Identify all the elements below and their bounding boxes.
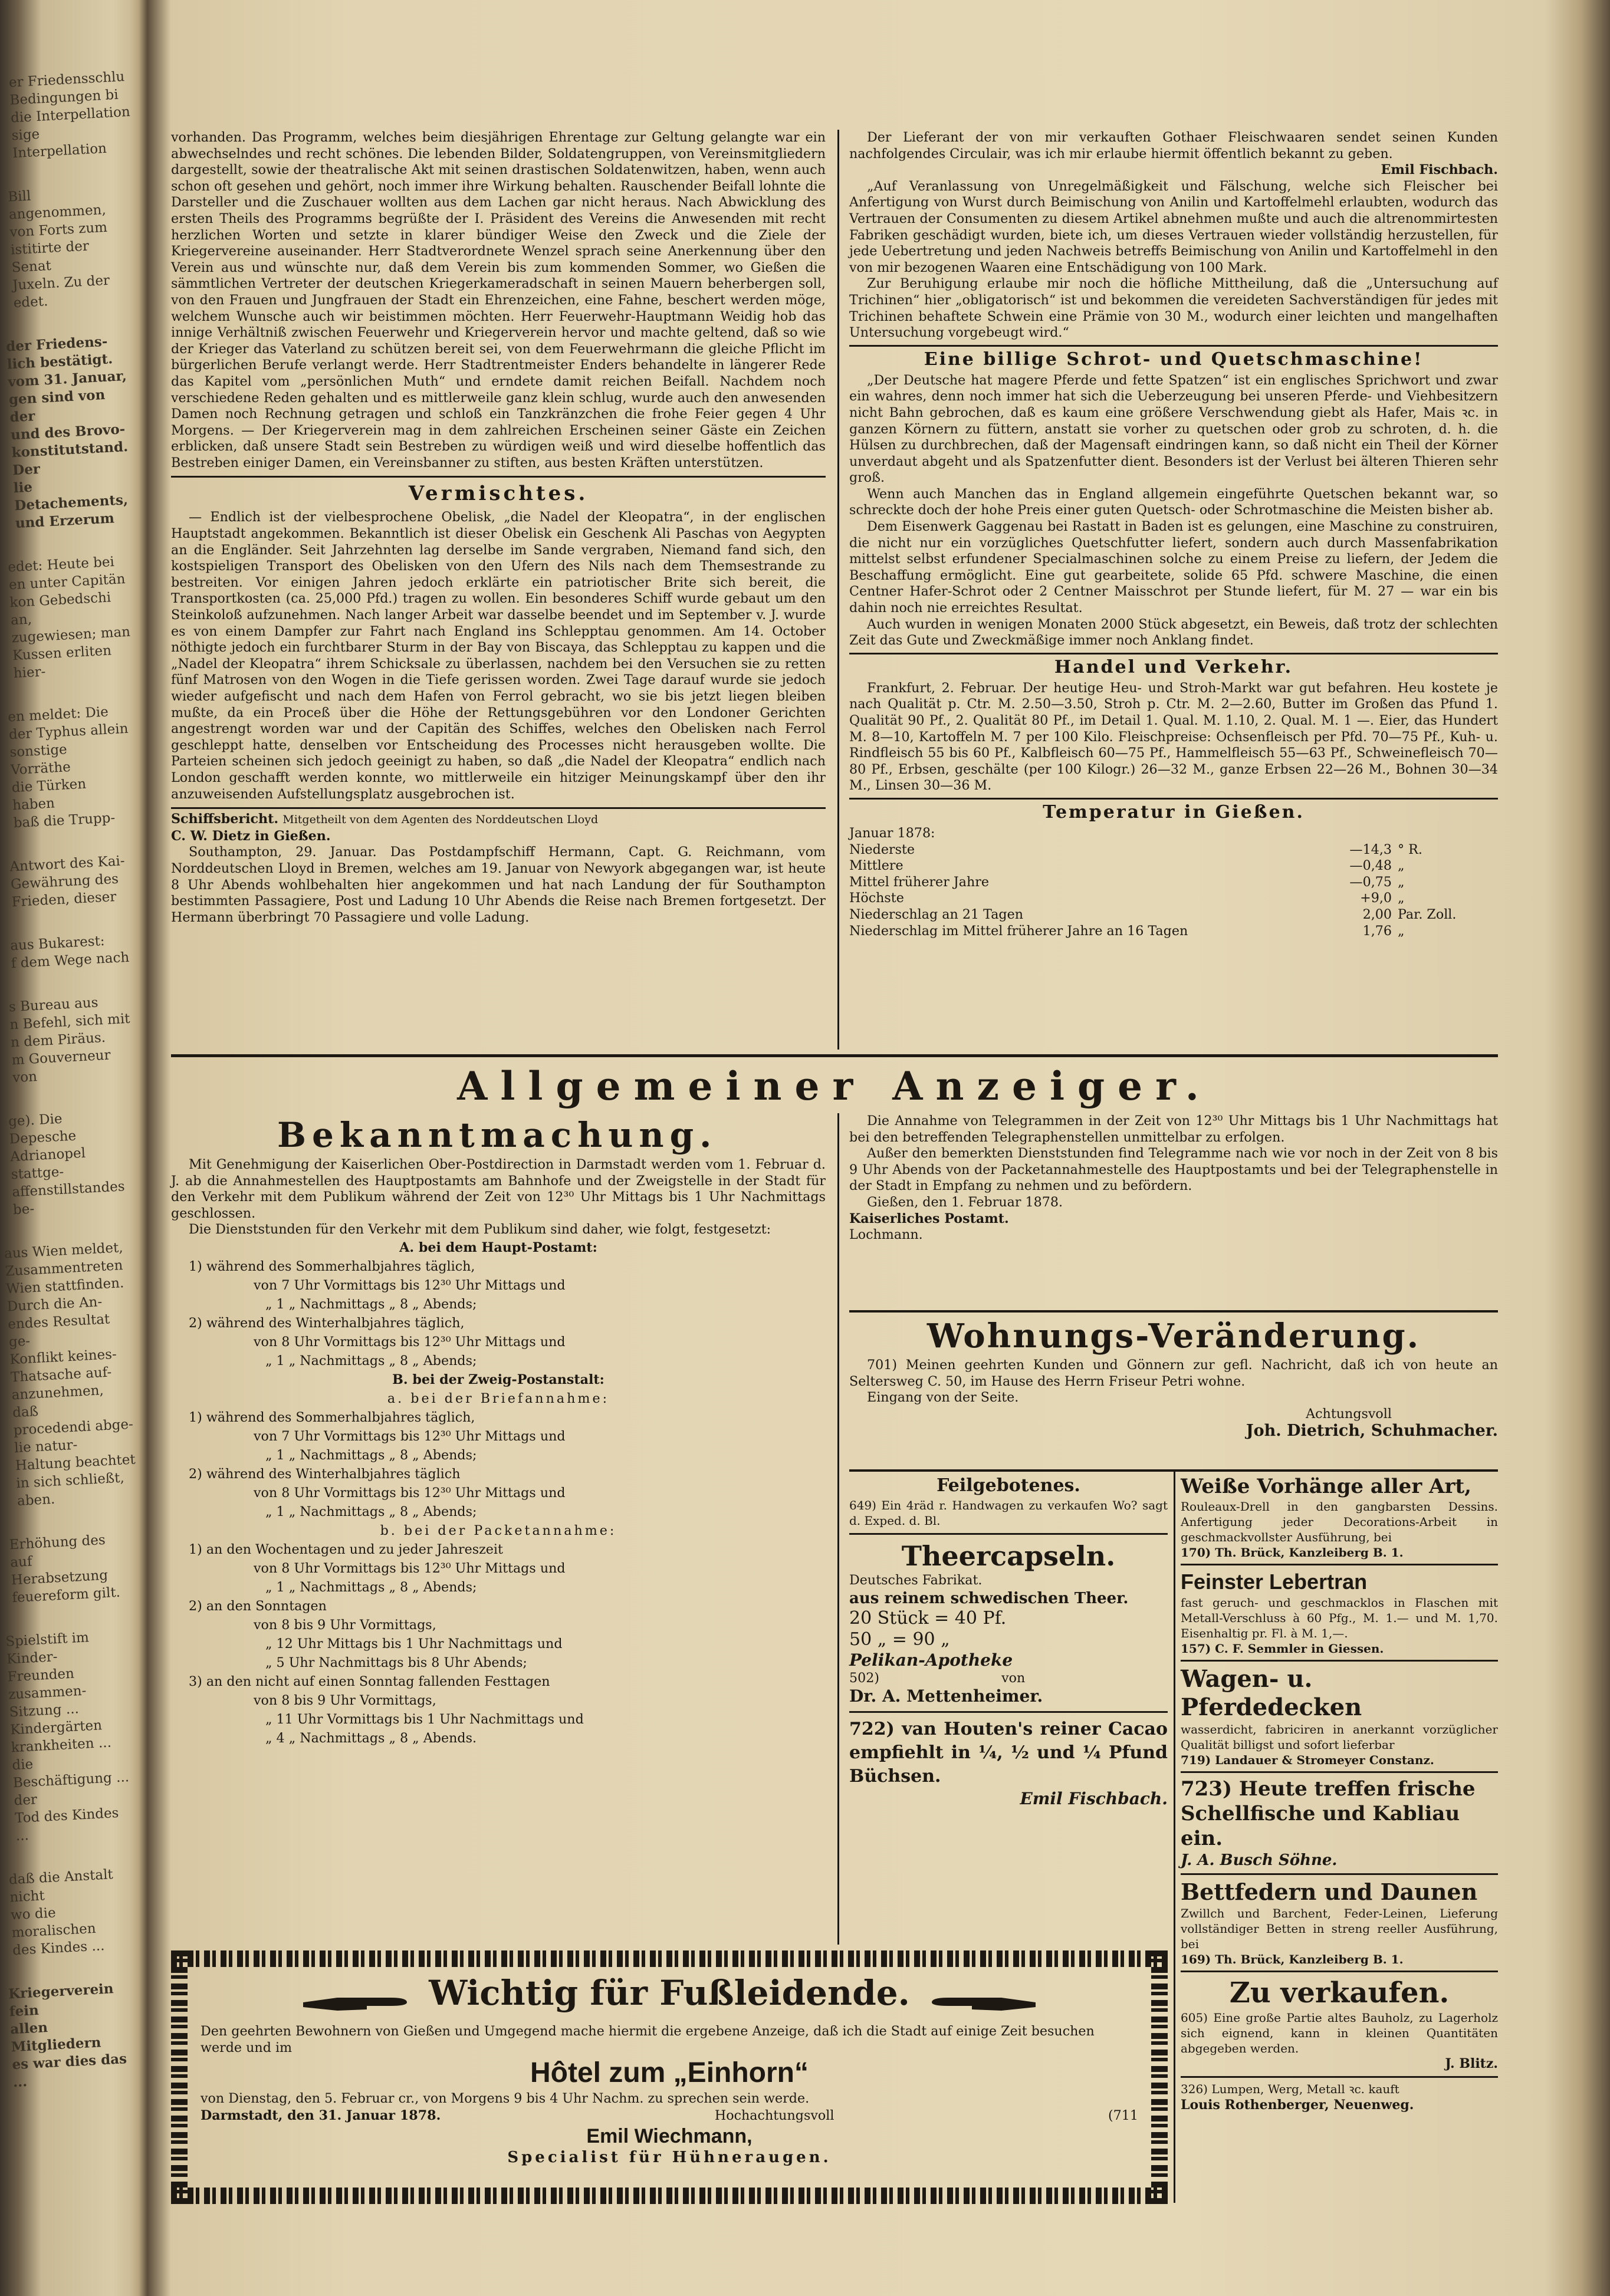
fussleidende-text: Den geehrten Bewohnern von Gießen und Umgegend mache hiermit die ergebene Anzeige, daß ich die Stadt auf einige Zeit besuchen werde und im bbox=[201, 2024, 1095, 2055]
schedule-line: von 8 bis 9 Uhr Vormittags, bbox=[254, 1617, 436, 1633]
fussleidende-ad bbox=[171, 1950, 1168, 2204]
column-divider bbox=[837, 1113, 839, 1945]
table-row bbox=[849, 874, 1498, 891]
temperature-month: Januar 1878: bbox=[849, 825, 935, 841]
fischbach-signature: Emil Fischbach. bbox=[1381, 162, 1498, 178]
wohnung-sign: Joh. Dietrich, Schuhmacher. bbox=[1246, 1422, 1498, 1440]
schedule-line: 2) während des Winterhalbjahres täglich, bbox=[189, 1315, 465, 1331]
margin-fragment: aus Wien meldet, Zusammentreten Wien stattfinden. Durch die An- endes Resultat ge- Konflikt keines- Thatsache auf- anzunehmen, daß procedendi abge- lie natur- Haltung beachtet in sich schließt, aben. bbox=[4, 1240, 136, 1509]
table-row bbox=[849, 907, 1498, 923]
fussleidende-when: von Dienstag, den 5. Februar cr., von Morgens 9 bis 4 Uhr Nachm. zu sprechen sein werde. bbox=[201, 2091, 810, 2106]
section-divider bbox=[1181, 1564, 1498, 1565]
theer-price: 50 „ = 90 „ bbox=[849, 1629, 950, 1650]
pointing-hand-icon bbox=[302, 1991, 408, 2014]
bekanntmachung-intro-2: Die Dienststunden für den Verkehr mit dem Publikum sind daher, wie folgt, festgesetzt: bbox=[189, 1222, 771, 1238]
schiffsbericht-heading: Schiffsbericht. bbox=[171, 811, 279, 827]
section-divider bbox=[1181, 1771, 1498, 1773]
bett-text: Zwillch und Barchent, Feder-Leinen, Lieferung vollständiger Betten in streng reeller Ausführung, bei bbox=[1181, 1906, 1498, 1951]
section-divider bbox=[1181, 1660, 1498, 1662]
article-schrot-1: „Der Deutsche hat magere Pferde und fette Spatzen“ ist ein englisches Sprichwort und zwar ein wahres, denn noch immer hat sich die Ueberzeugung bei unseren Pferde- und Viehbesitzern nicht Bahn gebrochen, daß es kaum eine größere Verschwendung giebt als Hafer, Mais ꝛc. in ganzen Körnern zu füttern, anstatt sie vorher zu quetschen oder grob zu schroten, d. h. die Hülsen zu durchbrechen, daß der Magensaft eindringen kann, so daß nicht ein Theil der Körner unverdaut abgeht und als Spatzenfutter dient. Besonders ist der Verlust bei älteren Thieren sehr groß. bbox=[849, 372, 1498, 486]
telegram-notice-2: Außer den bemerkten Dienststunden find Telegramme nach wie vor noch in der Zeit von 8 bis 9 Uhr Abends von der Packetannahmestelle des Hauptpostamts und bei der Telegraphenstelle in der Stadt in Empfang zu nehmen und zu befördern. bbox=[849, 1146, 1498, 1194]
temp-unit: ° R. bbox=[1398, 841, 1422, 857]
fussleidende-name: Emil Wiechmann, bbox=[586, 2125, 753, 2147]
pointing-hand-icon bbox=[931, 1991, 1037, 2014]
margin-fragment: edet: Heute bei en unter Capitän kon Gebedschi an, zugewiesen; man Kussen erliten hier- bbox=[7, 554, 131, 682]
section-divider bbox=[849, 1711, 1168, 1713]
temp-value: +9,0 bbox=[1360, 890, 1392, 906]
lump-text: 326) Lumpen, Werg, Metall ꝛc. kauft bbox=[1181, 2081, 1399, 2096]
column-right bbox=[849, 130, 1498, 1050]
fussleidende-role: Specialist für Hühneraugen. bbox=[507, 2149, 832, 2166]
section-divider bbox=[171, 807, 826, 809]
fisch-sign: J. A. Busch Söhne. bbox=[1181, 1851, 1338, 1869]
ornament-border bbox=[171, 2188, 1168, 2204]
theer-number: 502) bbox=[849, 1670, 880, 1686]
wagen-text: wasserdicht, fabriciren in anerkannt vorzüglicher Qualität billigst und sofort lieferbar bbox=[1181, 1722, 1498, 1752]
vorh-text: Rouleaux-Drell in den gangbarsten Dessins. Anfertigung jeder Decorations-Arbeit in geschmackvollster Ausführung, bei bbox=[1181, 1499, 1498, 1544]
margin-fragment: er Friedensschlu Bedingungen bi die Interpellation sige Interpellation bbox=[8, 69, 131, 162]
ornament-border bbox=[171, 1950, 188, 2204]
bett-title: Bettfedern und Daunen bbox=[1181, 1879, 1478, 1905]
margin-fragment: Antwort des Kai- Gewährung des Frieden, dieser bbox=[9, 853, 126, 910]
schedule-line: a. bei der Briefannahme: bbox=[387, 1390, 610, 1406]
newspaper-page bbox=[171, 118, 1498, 2217]
schedule-line: 3) an den nicht auf einen Sonntag fallenden Festtagen bbox=[189, 1673, 550, 1689]
feil-title: Feilgebotenes. bbox=[937, 1475, 1080, 1496]
section-divider bbox=[171, 476, 826, 478]
schedule-line: 1) an den Wochentagen und zu jeder Jahreszeit bbox=[189, 1541, 503, 1557]
theer-line: Dr. A. Mettenheimer. bbox=[849, 1686, 1043, 1706]
section-heading-vermischtes: Vermischtes. bbox=[408, 482, 589, 506]
vorh-sign: 170) Th. Brück, Kanzleiberg B. 1. bbox=[1181, 1545, 1404, 1560]
schedule-line: von 8 bis 9 Uhr Vormittags, bbox=[254, 1692, 436, 1708]
margin-fragment: der Friedens- lich bestätigt. vom 31. Januar, gen sind von der und des Brovo- konstitutstand. Der lie Detachements, und Erzerum bbox=[5, 333, 129, 532]
schedule-line: „ 4 „ Nachmittags „ 8 „ Abends. bbox=[265, 1730, 477, 1746]
margin-fragment: ge). Die Depesche Adrianopel stattge- affenstillstandes be- bbox=[8, 1111, 126, 1218]
notice-name: Lochmann. bbox=[849, 1227, 923, 1243]
section-divider bbox=[1181, 2076, 1498, 2078]
schiffsbericht-sub: Mitgetheilt von dem Agenten des Norddeutschen Lloyd bbox=[282, 813, 599, 827]
margin-fragment: Kriegerverein fein allen Mitgliedern es war dies das ... bbox=[8, 1981, 127, 2091]
leber-sign: 157) C. F. Semmler in Giessen. bbox=[1181, 1642, 1384, 1656]
left-page-margin bbox=[4, 69, 136, 2205]
verk-sign: J. Blitz. bbox=[1445, 2056, 1498, 2071]
temp-unit: „ bbox=[1398, 874, 1405, 890]
wagen-title: Wagen- u. Pferdedecken bbox=[1181, 1665, 1362, 1721]
temp-value: —0,48 bbox=[1349, 858, 1392, 874]
cacao-text: 722) van Houten's reiner Cacao empfiehlt in ¼, ½ und ¼ Pfund Büchsen. bbox=[849, 1719, 1168, 1787]
section-heading-temperatur: Temperatur in Gießen. bbox=[1043, 801, 1305, 823]
masthead: Allgemeiner Anzeiger. bbox=[457, 1063, 1212, 1109]
schedule-list bbox=[171, 1238, 826, 1748]
table-row bbox=[849, 923, 1498, 940]
bekanntmachung-right bbox=[849, 1113, 1498, 1308]
schedule-line: 1) während des Sommerhalbjahres täglich, bbox=[189, 1258, 475, 1274]
margin-fragment: Bill angenommen, von Forts zum istitirte der Senat Juxeln. Zu der edet. bbox=[7, 188, 110, 311]
middle-ads bbox=[849, 1474, 1168, 1946]
lump-sign: Louis Rothenberger, Neuenweg. bbox=[1181, 2097, 1414, 2113]
schedule-line: b. bei der Packetannahme: bbox=[380, 1522, 617, 1538]
schedule-line: B. bei der Zweig-Postanstalt: bbox=[392, 1371, 604, 1387]
temperature-table bbox=[849, 842, 1498, 940]
notice-sign: Kaiserliches Postamt. bbox=[849, 1211, 1009, 1226]
ornament-border bbox=[171, 1950, 1168, 1967]
theer-price: 20 Stück = 40 Pf. bbox=[849, 1607, 1007, 1629]
bekanntmachung-left bbox=[171, 1113, 826, 1945]
fischbach-circular: „Auf Veranlassung von Unregelmäßigkeit und Fälschung, welche sich Fleischer bei Anfertigung von Wurst durch Beimischung von Anilin und Kartoffelmehl erlaubten, wodurch das Vertrauen der Consumenten zu diesem Artikel abnehmen mußte und auch die altrenommirtesten Fabriken geschädigt wurden, biete ich, um dieses Vertrauen wieder vollständig herzustellen, für jede Uebertretung und jeden Nachweis betreffs Beimischung von Anilin und Kartoffelmehl in den von mir bezogenen Waaren eine Entschädigung von 100 Mark. bbox=[849, 178, 1498, 275]
schedule-line: „ 12 Uhr Mittags bis 1 Uhr Nachmittags und bbox=[265, 1636, 563, 1652]
fussleidende-hotel: Hôtel zum „Einhorn“ bbox=[530, 2057, 809, 2088]
article-schrot-3: Dem Eisenwerk Gaggenau bei Rastatt in Baden ist es gelungen, eine Maschine zu construiren, die nicht nur ein vorzügliches Quetschfutter liefert, sondern auch durch Massenfabrikation mittelst selbst erfundener Specialmaschinen solche zu einem Preise zu liefern, der Jedem die Beschaffung ermöglicht. Eine gut gearbeitete, solide 65 Pfd. schwere Maschine, die einen Centner Hafer-Schrot oder 2 Centner Maisschrot per Stunde liefert, für M. 27 — war ein bis dahin noch nie erreichtes Resultat. bbox=[849, 519, 1498, 616]
table-row bbox=[849, 858, 1498, 874]
schedule-line: von 7 Uhr Vormittags bis 12³⁰ Uhr Mittags und bbox=[254, 1277, 566, 1293]
temp-value: 2,00 bbox=[1362, 906, 1392, 922]
wohnung-title: Wohnungs-Veränderung. bbox=[926, 1317, 1421, 1356]
temp-unit: „ bbox=[1398, 890, 1405, 906]
section-divider bbox=[849, 345, 1498, 347]
temp-value: 1,76 bbox=[1362, 923, 1392, 939]
temp-value: —14,3 bbox=[1349, 841, 1392, 857]
bett-sign: 169) Th. Brück, Kanzleiberg B. 1. bbox=[1181, 1952, 1404, 1966]
temp-value: —0,75 bbox=[1349, 874, 1392, 890]
article-schrot-2: Wenn auch Manchen das in England allgemein eingeführte Quetschen bekannt war, so schreckte doch der hohe Preis einer guten Quetsch- oder Schrotmaschine die Meisten bisher ab. bbox=[849, 486, 1498, 518]
article-handel: Frankfurt, 2. Februar. Der heutige Heu- und Stroh-Markt war gut befahren. Heu kostete je nach Qualität p. Ctr. M. 2.50—3.50, Stroh p. Ctr. M. 2—2.60, Butter im Großen das Pfund 1. Qualität 90 Pf., 2. Qualität 80 Pf., im Detail 1. Qual. M. 1.10, 2. Qual. M. 1 —. Eier, das Hundert M. 8—10, Kartoffeln M. 7 per 100 Kilo. Fleischpreise: Ochsenfleisch per Pfd. 70—75 Pf., Kuh- u. Rindfleisch 55 bis 60 Pf., Kalbfleisch 60—75 Pf., Hammelfleisch 55—63 Pf., Schweinefleisch 70—80 Pf., Erbsen, geschälte (per 100 Kilogr.) 26—32 M., ganze Erbsen 22—26 M., Bohnen 30—34 M., Linsen 30—36 M. bbox=[849, 680, 1498, 794]
schedule-line: von 8 Uhr Vormittags bis 12³⁰ Uhr Mittags und bbox=[254, 1485, 566, 1501]
schiffsbericht-agent: C. W. Dietz in Gießen. bbox=[171, 828, 331, 844]
section-heading-schrot: Eine billige Schrot- und Quetschmaschine! bbox=[924, 348, 1424, 370]
margin-fragment: en meldet: Die der Typhus allein sonstige Vorräthe die Türken haben baß die Trupp- bbox=[7, 704, 129, 831]
leber-text: fast geruch- und geschmacklos in Flaschen mit Metall-Verschluss à 60 Pfg., M. 1.— und M. 1,70. Eisenhaltig pr. Fl. à M. 1,—. bbox=[1181, 1596, 1498, 1640]
article-kriegerverein: vorhanden. Das Programm, welches beim diesjährigen Ehrentage zur Geltung gelangte war ein abwechselndes und recht schönes. Die lebenden Bilder, Soldatengruppen, von Vereinsmitgliedern dargestellt, sowie der theatralische Akt mit seinen drastischen Soldatenwitzen, haben, wenn auch schon oft gesehen und gehört, noch immer ihre Wirkung behalten. Rauschender Beifall lohnte die Darsteller und die Zuschauer wollten aus dem Lachen gar nicht heraus. Nach Abwicklung des ersten Theils des Programms begrüßte der I. Präsident des Vereins die Anwesenden mit recht herzlichen Worten und setzte in klarer bündiger Weise den Zweck und die Ziele der Kriegervereine auseinander. Herr Stadtverordnete Wenzel sprach seine Anerkennung über den Verein aus und wünschte nur, daß dem Verein bis zum kommenden Sommer, wo Gießen die sämmtlichen Vertreter der deutschen Kriegerkameradschaft in seinen Mauern beherbergen soll, von den Frauen und Jungfrauen der Stadt ein Ehrenzeichen, eine Fahne, beschert werden möge, welchem Wunsche auch wir beistimmen möchten. Herr Feuerwehr-Hauptmann Weidig hob das innige Verhältniß zwischen Feuerwehr und Kriegerverein hervor und machte geltend, daß so wie der Krieger das Vaterland zu schützen bereit sei, von dem Feuerwehrmann die gleiche Pflicht im bürgerlichen Berufe verlangt werde. Herr Stadtrentmeister Enders behandelte in längerer Rede das Kapitel vom „persönlichen Muth“ und erndete damit reichen Beifall. Nachdem noch verschiedene Reden gehalten und es mittlerweile ganz klein schlug, wurde auch den anwesenden Damen noch Rechnung getragen und schloß ein Tanzkränzchen die frohe Feier gegen 4 Uhr Morgens. — Der Kriegerverein mag in dem zahlreichen Erscheinen seiner Gäste ein Zeichen erblicken, daß unsere Stadt sein Bestreben zu würdigen weiß und wird dieselbe hoffentlich das Bestreben einiger Damen, ein Vereinsbanner zu stiften, aus besten Kräften unterstützen. bbox=[171, 130, 826, 471]
temp-label: Mittlere bbox=[849, 858, 903, 874]
fussleidende-greet: Hochachtungsvoll bbox=[714, 2108, 834, 2123]
theer-line: von bbox=[1001, 1670, 1026, 1686]
section-divider bbox=[849, 653, 1498, 654]
schedule-line: „ 5 Uhr Nachmittags bis 8 Uhr Abends; bbox=[265, 1654, 527, 1670]
telegram-notice: Die Annahme von Telegrammen in der Zeit von 12³⁰ Uhr Mittags bis 1 Uhr Nachmittags hat bei den betreffenden Telegraphenstellen unmittelbar zu erfolgen. bbox=[849, 1113, 1498, 1145]
wohnung-entry: Eingang von der Seite. bbox=[867, 1390, 1019, 1406]
wohnung-text: 701) Meinen geehrten Kunden und Gönnern zur gefl. Nachricht, daß ich von heute an Seltersweg C. 50, im Hause des Herrn Friseur Petri wohne. bbox=[849, 1357, 1498, 1389]
schedule-line: von 7 Uhr Vormittags bis 12³⁰ Uhr Mittags und bbox=[254, 1428, 566, 1444]
temp-unit: „ bbox=[1398, 858, 1405, 874]
cacao-sign: Emil Fischbach. bbox=[1020, 1789, 1168, 1809]
margin-fragment: Spielstift im Kinder- Freunden zusammen- Sitzung ... Kindergärten krankheiten ... die Beschäftigung ... der Tod des Kindes ... bbox=[5, 1630, 130, 1844]
schedule-line: A. bei dem Haupt-Postamt: bbox=[399, 1239, 597, 1255]
article-schrot-4: Auch wurden in wenigen Monaten 2000 Stück abgesetzt, ein Beweis, daß trotz der schlechten Zeit das Gute und Zweckmäßige immer noch Anklang findet. bbox=[849, 616, 1498, 649]
article-obelisk: — Endlich ist der vielbesprochene Obelisk, „die Nadel der Kleopatra“, in der englischen Hauptstadt angekommen. Bekanntlich ist dieser Obelisk ein Geschenk Ali Paschas von Aegypten an die Engländer. Seit Jahrzehnten lag derselbe im Sande vergraben, Niemand fand sich, den kostspieligen Transport des Obelisken von den Ufern des Nils nach dem Themsestrande zu bestreiten. Vor einigen Jahren jedoch erklärte ein patriotischer Brite sich bereit, die Transportkosten (ca. 25,000 Pfd.) tragen zu wollen. Ein besonderes Schiff wurde gebaut um den Steinkoloß aufzunehmen. Nach langer Arbeit war dasselbe beendet und im September v. J. wurde es von einem Dampfer zur Fahrt nach England ins Schlepptau genommen. Am 14. October nöthigte jedoch ein furchtbarer Sturm in der Bay von Biscaya, das Schlepptau zu kappen und die „Nadel der Kleopatra“ ihrem Schicksale zu überlassen, nachdem bei den Versuchen sie zu retten fünf Matrosen von den Wogen in die Tiefe gerissen worden. Zwei Tage darauf wurde sie jedoch wieder aufgefischt und nach dem Hafen von Ferrol gebracht, wo sie bis jetzt liegen bleiben mußte, da ein Proceß über die Höhe der Rettungsgebühren vor den Londoner Gerichten angestrengt worden war und der Capitän des Schiffes, welches den Obelisken nach Ferrol geschleppt hatte, denselben vor Entscheidung des Processes nicht herausgeben wollte. Die Parteien scheinen sich jedoch geeinigt zu haben, so daß „die Nadel der Kleopatra“ endlich nach London geschafft werden konnte, wo mittlerweile ein hitziger Meinungskampf über den ihr anzuweisenden Aufstellungsplatz ausgebrochen ist. bbox=[171, 509, 826, 802]
table-row bbox=[849, 890, 1498, 907]
section-heading-handel: Handel und Verkehr. bbox=[1054, 656, 1293, 677]
fisch-title: 723) Heute treffen frische Schellfische und Kabliau ein. bbox=[1181, 1777, 1476, 1850]
article-schiffsbericht: Southampton, 29. Januar. Das Postdampfschiff Hermann, Capt. G. Reichmann, vom Norddeutschen Lloyd in Bremen, welches am 19. Januar von Newyork abgegangen war, ist heute 8 Uhr Abends wohlbehalten hier angekommen und hat nach Landung der für Southampton bestimmten Passagiere, Post und Ladung 10 Uhr Abends die Reise nach Bremen fortgesetzt. Der Hermann überbringt 70 Passagiere und volle Ladung. bbox=[171, 844, 826, 925]
masthead-rule bbox=[171, 1054, 1498, 1057]
right-ads bbox=[1181, 1474, 1498, 2205]
notice-date: Gießen, den 1. Februar 1878. bbox=[867, 1194, 1063, 1210]
schedule-line: „ 1 „ Nachmittags „ 8 „ Abends; bbox=[265, 1447, 477, 1463]
table-row bbox=[849, 842, 1498, 858]
schedule-line: von 8 Uhr Vormittags bis 12³⁰ Uhr Mittags und bbox=[254, 1560, 566, 1576]
schedule-line: 2) an den Sonntagen bbox=[189, 1598, 327, 1614]
wohnung-ad bbox=[849, 1315, 1498, 1440]
section-divider bbox=[849, 798, 1498, 800]
margin-fragment: daß die Anstalt nicht wo die moralischen des Kindes ... bbox=[8, 1867, 114, 1959]
schedule-line: „ 1 „ Nachmittags „ 8 „ Abends; bbox=[265, 1579, 477, 1595]
wohnung-greet: Achtungsvoll bbox=[1306, 1406, 1392, 1422]
bekanntmachung-title: Bekanntmachung. bbox=[277, 1115, 718, 1155]
schedule-line: „ 11 Uhr Vormittags bis 1 Uhr Nachmittags und bbox=[265, 1711, 584, 1727]
margin-fragment: Erhöhung des auf Herabsetzung feuereform gilt. bbox=[9, 1532, 121, 1606]
temp-label: Niederschlag an 21 Tagen bbox=[849, 906, 1024, 922]
margin-fragment: s Bureau aus n Befehl, sich mit n dem Piräus. m Gouverneur von bbox=[8, 995, 131, 1086]
schedule-line: „ 1 „ Nachmittags „ 8 „ Abends; bbox=[265, 1296, 477, 1312]
margin-fragment: aus Bukarest: f dem Wege nach bbox=[9, 933, 130, 972]
fischbach-circular-2: Zur Beruhigung erlaube mir noch die höfliche Mittheilung, daß die „Untersuchung auf Trichinen“ hier „obligatorisch“ ist und bekommen die vereideten Sachverständigen für jedes mit Trichinen behaftete Schwein eine Prämie von 30 M., wodurch einer leichten und mangelhaften Untersuchung vorgebeugt wird.“ bbox=[849, 276, 1498, 341]
temp-label: Niederschlag im Mittel früherer Jahre an 16 Tagen bbox=[849, 923, 1188, 939]
section-divider bbox=[1181, 1971, 1498, 1972]
temp-unit: „ bbox=[1398, 923, 1405, 939]
column-divider bbox=[1174, 1472, 1175, 2203]
temp-label: Höchste bbox=[849, 890, 904, 906]
schedule-line: 1) während des Sommerhalbjahres täglich, bbox=[189, 1409, 475, 1425]
column-left bbox=[171, 130, 826, 1050]
schedule-line: „ 1 „ Nachmittags „ 8 „ Abends; bbox=[265, 1504, 477, 1519]
theer-line: Deutsches Fabrikat. bbox=[849, 1573, 983, 1588]
verk-text: 605) Eine große Partie altes Bauholz, zu Lagerholz sich eignend, kann in kleinen Quantitäten abgegeben werden. bbox=[1181, 2011, 1498, 2055]
section-divider bbox=[1181, 1873, 1498, 1875]
wagen-sign: 719) Landauer & Stromeyer Constanz. bbox=[1181, 1753, 1434, 1767]
verk-title: Zu verkaufen. bbox=[1229, 1976, 1450, 2009]
temp-label: Niederste bbox=[849, 841, 915, 857]
fussleidende-number: (711 bbox=[1108, 2108, 1138, 2123]
temp-unit: Par. Zoll. bbox=[1398, 906, 1457, 922]
fischbach-intro: Der Lieferant der von mir verkauften Gothaer Fleischwaaren sendet seinen Kunden nachfolgendes Circulair, was ich mir erlaube hiermit öffentlich bekannt zu geben. bbox=[849, 130, 1498, 162]
ornament-border bbox=[1151, 1950, 1168, 2204]
column-divider bbox=[837, 130, 839, 1050]
theer-line: aus reinem schwedischen Theer. bbox=[849, 1589, 1129, 1607]
schedule-line: „ 1 „ Nachmittags „ 8 „ Abends; bbox=[265, 1353, 477, 1369]
leber-title: Feinster Lebertran bbox=[1181, 1570, 1368, 1594]
vorh-title: Weiße Vorhänge aller Art, bbox=[1181, 1475, 1471, 1498]
fussleidende-place: Darmstadt, den 31. Januar 1878. bbox=[201, 2108, 441, 2123]
section-divider bbox=[849, 1533, 1168, 1535]
temp-label: Mittel früherer Jahre bbox=[849, 874, 989, 890]
fussleidende-title: Wichtig für Fußleidende. bbox=[429, 1973, 910, 2013]
section-divider bbox=[849, 1310, 1498, 1313]
feil-text: 649) Ein 4räd r. Handwagen zu verkaufen Wo? sagt d. Exped. d. Bl. bbox=[849, 1498, 1168, 1528]
bekanntmachung-intro: Mit Genehmigung der Kaiserlichen Ober-Postdirection in Darmstadt werden vom 1. Februar d. J. ab die Annahmestellen des Hauptpostamts am Bahnhofe und der Zweigstelle in der Stadt für den Verkehr mit dem Publikum während der Zeit von 12³⁰ Uhr Mittags bis 1 Uhr Nachmittags geschlossen. bbox=[171, 1157, 826, 1221]
schedule-line: von 8 Uhr Vormittags bis 12³⁰ Uhr Mittags und bbox=[254, 1334, 566, 1350]
theer-line: Pelikan-Apotheke bbox=[849, 1650, 1013, 1670]
schedule-line: 2) während des Winterhalbjahres täglich bbox=[189, 1466, 461, 1482]
theer-title: Theercapseln. bbox=[901, 1540, 1116, 1572]
